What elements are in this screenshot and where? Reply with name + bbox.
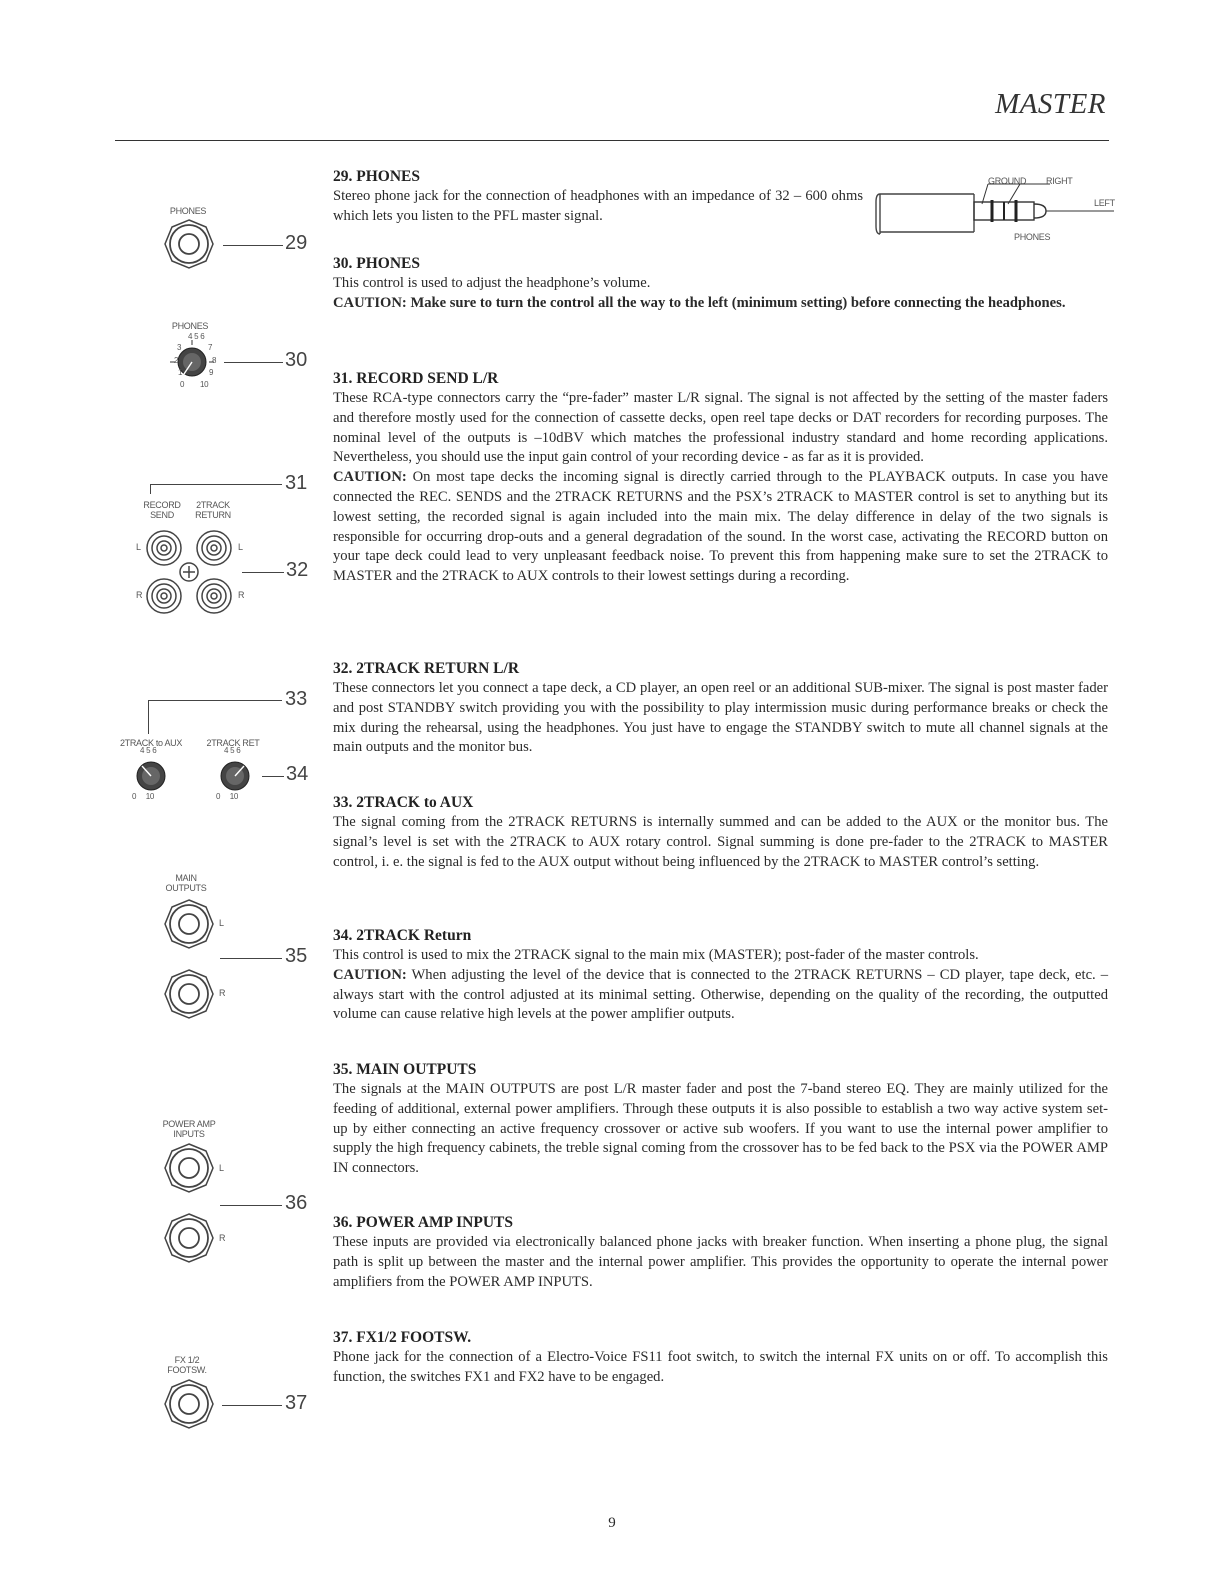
power-amp-r-jack-icon — [163, 1212, 215, 1264]
phones-knob-scale-10: 10 — [200, 380, 209, 389]
twotrack-ret-label: 2TRACK RET — [206, 738, 260, 748]
record-send-label: RECORD SEND — [143, 500, 181, 520]
plug-left-label: LEFT — [1094, 198, 1115, 208]
section-title: 35. MAIN OUTPUTS — [333, 1061, 477, 1078]
rca-side-l-return: L — [238, 542, 244, 552]
section-text: Stereo phone jack for the connection of headphones with an impedance of 32 – 600 ohms which lets you listen to the PFL master signal. — [333, 188, 863, 224]
aux-knob-scale-bottom: 0 10 — [132, 792, 155, 801]
section-29 — [333, 166, 863, 227]
power-amp-side-r: R — [219, 1233, 226, 1243]
callout-34: 34 — [286, 763, 309, 785]
caution-label: CAUTION: — [333, 294, 407, 311]
phones-knob-scale-top: 4 5 6 — [188, 332, 205, 341]
main-output-l-jack-icon — [163, 898, 215, 950]
power-amp-inputs-label: POWER AMP INPUTS — [162, 1119, 216, 1139]
callout-line-32 — [242, 572, 284, 573]
phones-jack-label: PHONES — [169, 206, 207, 216]
caution-text: Make sure to turn the control all the way to the left (minimum setting) before connecting the headphones. — [410, 294, 1066, 311]
section-33 — [333, 792, 1108, 872]
main-output-side-r: R — [219, 988, 226, 998]
callout-line-34 — [262, 776, 284, 777]
phones-knob-scale-3: 3 — [177, 343, 182, 352]
header-divider — [115, 140, 1109, 141]
callout-37: 37 — [285, 1392, 308, 1414]
section-title: 30. PHONES — [333, 255, 420, 272]
page-title: MASTER — [995, 88, 1106, 120]
ret-knob-scale-bottom: 0 10 — [216, 792, 239, 801]
callout-line-31 — [150, 484, 282, 485]
phones-knob-scale-7: 7 — [208, 343, 213, 352]
section-text: This control is used to adjust the headphone’s volume. — [333, 275, 651, 291]
callout-30: 30 — [285, 349, 308, 371]
caution-text: On most tape decks the incoming signal is directly carried through to the PLAYBACK outputs. In case you have connected the REC. SENDS and the 2TRACK RETURNS and the PSX’s 2TRACK to MASTER control is set to anything but its lowest setting, the recorded signal is again included into the main mix. The delay difference in delay of the two signals is responsible for occurring drop-outs and a general degradation of the sound. In the worst case, activating the RECORD button on your tape deck could lead to very unpleasant feedback noise. To prevent this from happening make sure to set the 2TRACK to MASTER and the 2TRACK to AUX controls to their lowest settings during a recording. — [333, 469, 1108, 585]
section-title: 29. PHONES — [333, 168, 420, 185]
section-title: 34. 2TRACK Return — [333, 927, 472, 944]
section-37 — [333, 1327, 1108, 1388]
section-title: 31. RECORD SEND L/R — [333, 370, 499, 387]
callout-line-29 — [223, 245, 283, 246]
callout-line-30 — [224, 362, 283, 363]
main-output-side-l: L — [219, 918, 225, 928]
callout-32: 32 — [286, 559, 309, 581]
power-amp-side-l: L — [219, 1163, 225, 1173]
section-35 — [333, 1059, 1108, 1179]
section-text: The signals at the MAIN OUTPUTS are post L/R master fader and post the 7-band stereo EQ. They are mainly utilized for the feeding of additional, external power amplifiers. Through these outputs it is also possible to establish a two way active system set-up by either connecting an active frequency crossover or active sub woofers. If you want to use the internal power amplifier to supply the high frequency cabinets, the treble signal coming from the crossover has to be fed back to the PSX via the POWER AMP IN connectors. — [333, 1081, 1108, 1177]
main-outputs-label: MAIN OUTPUTS — [165, 873, 207, 893]
section-title: 36. POWER AMP INPUTS — [333, 1214, 513, 1231]
section-30 — [333, 253, 1108, 314]
phones-knob-scale-9: 9 — [209, 368, 214, 377]
phones-knob-label: PHONES — [171, 321, 209, 331]
section-title: 32. 2TRACK RETURN L/R — [333, 660, 520, 677]
section-text: These connectors let you connect a tape deck, a CD player, an open reel or an additional SUB-mixer. The signal is post master fader and post STANDBY switch providing you with the possibility to play intermission music during performance breaks or check the mix during the rehearsal, using the headphones. You just have to engage the STANDBY switch to mute all channel signals at the main outputs and the monitor bus. — [333, 680, 1108, 756]
callout-line-35 — [220, 958, 282, 959]
rca-side-r-return: R — [238, 590, 245, 600]
section-34 — [333, 925, 1108, 1025]
twotrack-to-aux-label: 2TRACK to AUX — [119, 738, 183, 748]
section-text: The signal coming from the 2TRACK RETURNS is internally summed and can be added to the AUX or the monitor bus. The signal’s level is set with the 2TRACK to AUX rotary control. Signal summing is done pre-fader to the 2TRACK to MASTER control, i. e. the signal is fed to the AUX output without being influenced by the 2TRACK to MASTER control’s setting. — [333, 814, 1108, 870]
rca-side-l-send: L — [136, 542, 142, 552]
rca-connectors-icon — [140, 526, 240, 626]
callout-bracket-31 — [150, 484, 151, 494]
section-text: This control is used to mix the 2TRACK signal to the main mix (MASTER); post-fader of the master controls. — [333, 947, 979, 963]
callout-29: 29 — [285, 232, 308, 254]
callout-line-36 — [220, 1205, 282, 1206]
caution-label: CAUTION: — [333, 966, 407, 983]
callout-31: 31 — [285, 472, 308, 494]
section-text: Phone jack for the connection of a Electro-Voice FS11 foot switch, to switch the internal FX units on or off. To accomplish this function, the switches FX1 and FX2 have to be engaged. — [333, 1349, 1108, 1385]
fx-footswitch-jack-icon — [163, 1378, 215, 1430]
section-32 — [333, 658, 1108, 758]
rca-side-r-send: R — [136, 590, 143, 600]
phones-knob-scale-1: 1 — [178, 368, 183, 377]
phones-knob-scale-2: 2 — [174, 356, 179, 365]
power-amp-l-jack-icon — [163, 1142, 215, 1194]
callout-33: 33 — [285, 688, 308, 710]
section-title: 37. FX1/2 FOOTSW. — [333, 1329, 472, 1346]
aux-knob-scale-top: 4 5 6 — [140, 746, 157, 755]
callout-36: 36 — [285, 1192, 308, 1214]
fx-footsw-label: FX 1/2 FOOTSW. — [167, 1355, 207, 1375]
callout-line-33 — [148, 700, 282, 701]
section-36 — [333, 1212, 1108, 1292]
section-text: These inputs are provided via electronically balanced phone jacks with breaker function. When inserting a phone plug, the signal path is split up between the master and the internal power amplifier. This provides the opportunity to operate the internal power amplifiers from the POWER AMP INPUTS. — [333, 1234, 1108, 1290]
page-number: 9 — [608, 1515, 616, 1531]
callout-line-37 — [222, 1405, 282, 1406]
plug-ground-label: GROUND — [988, 176, 1027, 186]
plug-caption: PHONES — [1014, 232, 1051, 242]
callout-bracket-33 — [148, 700, 149, 734]
plug-right-label: RIGHT — [1046, 176, 1073, 186]
caution-label: CAUTION: — [333, 469, 407, 486]
phones-jack-icon — [163, 218, 215, 270]
phones-knob-scale-0: 0 — [180, 380, 185, 389]
ret-knob-scale-top: 4 5 6 — [224, 746, 241, 755]
caution-text: When adjusting the level of the device that is connected to the 2TRACK RETURNS – CD player, tape deck, etc. – always start with the control adjusted at its minimal setting. Otherwise, depending on the quality of the recording, the outputted volume can cause relative high levels at the power amplifier outputs. — [333, 966, 1108, 1023]
section-text: These RCA-type connectors carry the “pre-fader” master L/R signal. The signal is not affected by the setting of the master faders and therefore mostly used for the connection of cassette decks, open reel tape decks or DAT recorders for recording purposes. The nominal level of the outputs is –10dBV which matches the professional industry standard and home recording applications. Nevertheless, you should use the input gain control of your recording device - as far as it is provided. — [333, 390, 1108, 466]
callout-35: 35 — [285, 945, 308, 967]
section-title: 33. 2TRACK to AUX — [333, 794, 474, 811]
main-output-r-jack-icon — [163, 968, 215, 1020]
phones-knob-scale-8: 8 — [212, 356, 217, 365]
twotrack-return-label: 2TRACK RETURN — [195, 500, 231, 520]
section-31 — [333, 368, 1108, 587]
